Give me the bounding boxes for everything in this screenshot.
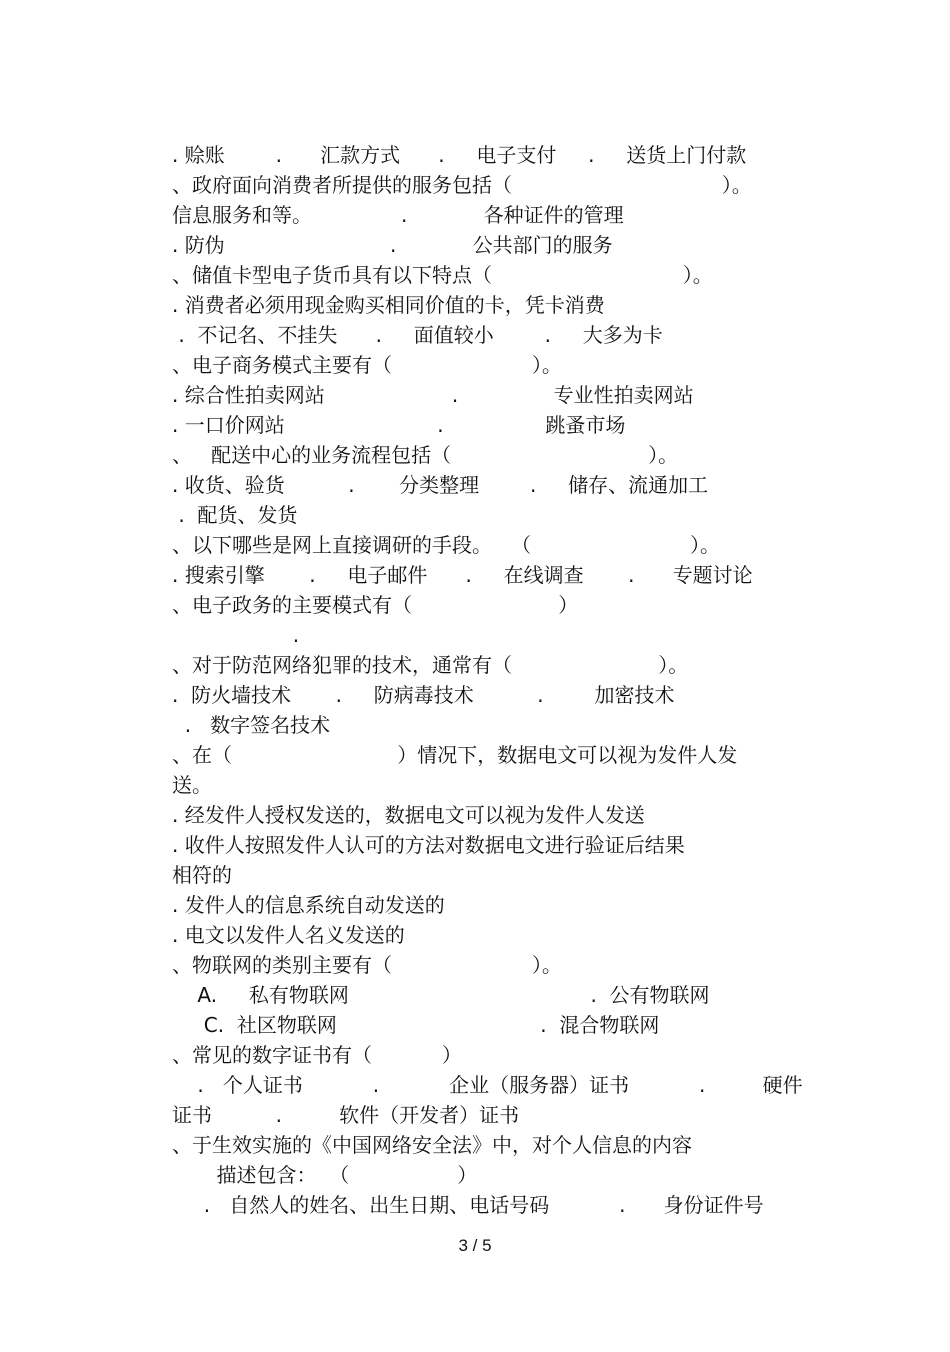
text-line: 、在（ ）情况下，数据电文可以视为发件人发: [172, 743, 738, 767]
text-line: . 消费者必须用现金购买相同价值的卡，凭卡消费: [172, 293, 605, 317]
text-line: 相符的: [172, 863, 232, 887]
text-line: 描述包含： （ ）: [172, 1163, 478, 1187]
text-line: . 赊账 . 汇款方式 . 电子支付 . 送货上门付款: [172, 143, 747, 167]
text-line: . 个人证书 . 企业（服务器）证书 . 硬件: [172, 1073, 803, 1097]
text-line: 、对于防范网络犯罪的技术，通常有（ ）。: [172, 653, 689, 677]
text-line: 、常见的数字证书有（ ）: [172, 1043, 462, 1067]
text-line: 、以下哪些是网上直接调研的手段。 （ ）。: [172, 533, 721, 557]
text-line: . 防火墙技术 . 防病毒技术 . 加密技术: [172, 683, 675, 707]
text-line: . 电文以发件人名义发送的: [172, 923, 405, 947]
text-line: . 收件人按照发件人认可的方法对数据电文进行验证后结果: [172, 833, 685, 857]
text-line: . 经发件人授权发送的，数据电文可以视为发件人发送: [172, 803, 645, 827]
text-line: . 自然人的姓名、出生日期、电话号码 . 身份证件号: [172, 1193, 764, 1217]
text-line: . 搜索引擎 . 电子邮件 . 在线调查 . 专题讨论: [172, 563, 753, 587]
text-line: 、 配送中心的业务流程包括（ ）。: [172, 443, 679, 467]
text-line: 送。: [172, 773, 212, 797]
page-number: 3 / 5: [458, 1236, 492, 1255]
text-line: C. 社区物联网 . 混合物联网: [172, 1013, 660, 1037]
text-line: 、政府面向消费者所提供的服务包括（ ）。: [172, 173, 752, 197]
text-line: 证书 . 软件（开发者）证书: [172, 1103, 520, 1127]
text-line: 、于生效实施的《中国网络安全法》中，对个人信息的内容: [172, 1133, 692, 1157]
text-line: 、储值卡型电子货币具有以下特点（ ）。: [172, 263, 713, 287]
text-line: 、电子商务模式主要有（ ）。: [172, 353, 562, 377]
text-line: 、电子政务的主要模式有（ ）: [172, 593, 579, 617]
text-line: . 防伪 . 公共部门的服务: [172, 233, 613, 257]
text-line: . 不记名、不挂失 . 面值较小 . 大多为卡: [172, 323, 663, 347]
text-line: . 数字签名技术: [172, 713, 331, 737]
text-line: . 配货、发货: [172, 503, 298, 527]
text-line: A. 私有物联网 . 公有物联网: [172, 983, 710, 1007]
text-line: . 收货、验货 . 分类整理 . 储存、流通加工: [172, 473, 709, 497]
text-line: . 一口价网站 . 跳蚤市场: [172, 413, 626, 437]
text-line: . 综合性拍卖网站 . 专业性拍卖网站: [172, 383, 694, 407]
text-line: . 发件人的信息系统自动发送的: [172, 893, 445, 917]
text-line: .: [172, 623, 300, 647]
text-line: 、物联网的类别主要有（ ）。: [172, 953, 562, 977]
text-line: 信息服务和等。 . 各种证件的管理: [172, 203, 624, 227]
